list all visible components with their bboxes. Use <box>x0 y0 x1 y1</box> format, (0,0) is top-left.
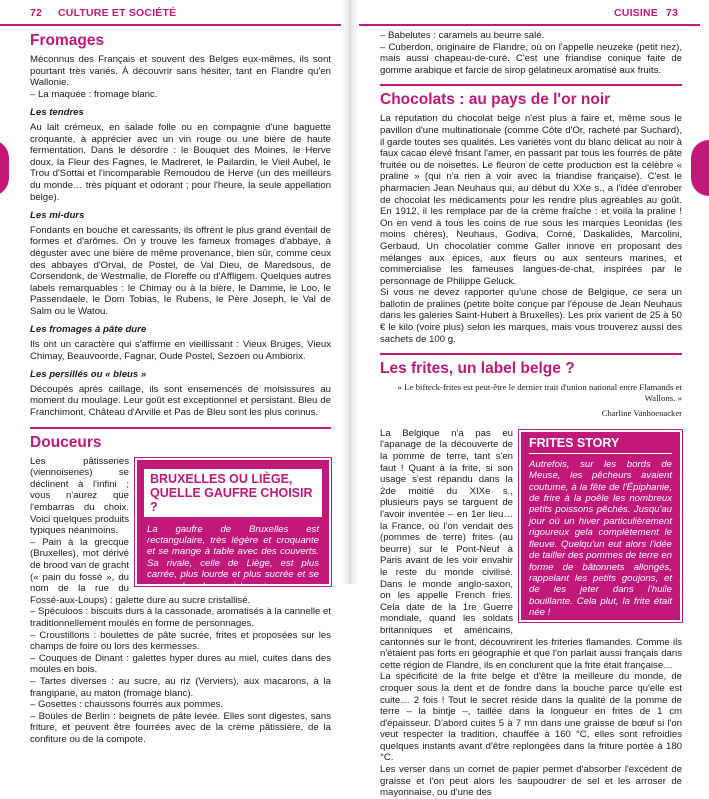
douceurs-intro: Les pâtisseries (viennoiseries) se déclinent à l'infini ; vous n'aurez que l'embarras du choix. Voici quelques produits typiques néanmoins. <box>30 455 129 537</box>
frites-heading: Les frites, un label belge ? <box>380 353 682 378</box>
douceurs-item: – Gosettes : chaussons fourrés aux pommes. <box>30 699 224 711</box>
fromages-intro: Méconnus des Français et souvent des Belges eux-mêmes, ils sont pourtant très variés. À découvrir sans hésiter, tant en Flandre qu'en Wallonie. <box>30 54 331 89</box>
persilles-text: Découpés après caillage, ils sont ensemencés de moisissures au moment du moulage. Leur goût est exceptionnel et persistant. Bleu de Franchimont, Château d'Arville et Pas de Bleu sont les plus connus. <box>30 383 331 419</box>
gaufre-box-body: La gaufre de Bruxelles est rectangulaire, très légère et croquante et se mange à table avec des couverts. Sa rivale, celle de Liège, est plus carrée, plus lourde et plus sucrée et se mange dans la rue, à la main. <box>147 523 319 592</box>
book-gutter <box>341 0 359 584</box>
tendres-text: Au lait crémeux, en salade folle ou en compagnie d'une baguette croquante, à apprécier avec un vin rouge ou une bière de haute fermentation. Dans le désordre : le Bouquet des Moines, le Herve doux, la Fleur des Fagnes, le Madreret, le Pailardin, le Vieil Aubel, le Trou d'Sottai et l'incomparable Remoudou de Herve (un des meilleurs du monde… très piquant et odorant ; pour l'heure, la seule appellation belge). <box>30 121 331 203</box>
chocolats-text: La réputation du chocolat belge n'est plus à faire et, même sous le pavillon d'une multinationale (comme Côte d'Or, racheté par Suchard), il garde toutes ses qualités. Les variétés vont du blanc délicat au noir à faux cacao élevé frisant l'amer, en passant par tous les fourrés de pâte fruitée ou de noisettes. Le fleuron de cette production est la célèbre « praline » (qui n'a rien à voir avec la friandise française). C'est le pharmacien Jean Neuhaus qui, au début du XXe s., a l'idée d'enrober de chocolat les médicaments pour les rendre plus agréables au goût. En 1912, il les remplace par de la crème fraîche : et voilà la praline ! On en vend à tous les coins de rue sous les marques Leonidas (les moins chères), Neuhaus, Godiva, Corné, Daskalidès, Marcolini, Gerbaud. Un chocolatier comme Galler innove en proposant des mélanges aux épices, aux fleurs ou aux senteurs marines, et commercialise les fameuses langues-de-chat, inspirées par le personnage de Philippe Geluck. <box>380 113 682 287</box>
douceurs-item: – Pain à la grecque (Bruxelles), mot dérivé de brood van de gracht (« pain du fossé », du nom de la rue du Fossé-aux-Loups) : galette dure au sucre cristallisé. <box>30 536 251 606</box>
midurs-subheading: Les mi-durs <box>30 210 85 222</box>
gaufre-box-title: BRUXELLES OU LIÈGE, QUELLE GAUFRE CHOISIR ? <box>143 468 323 518</box>
right-section-title: CUISINE <box>614 7 658 19</box>
douceurs-item: – Spéculoos : biscuits durs à la cassonade, aromatisés à la cannelle et traditionnellement moulés en forme de personnages. <box>30 606 331 629</box>
frites-story-box <box>519 430 682 622</box>
right-header-rule <box>359 24 700 26</box>
chocolats-heading: Chocolats : au pays de l'or noir <box>380 84 682 109</box>
douceurs-item: – Tartes diverses : au sucre, au riz (Verviers), aux macarons, à la frangipane, au maton (fromage blanc). <box>30 675 331 699</box>
chocolats-text-2: Si vous ne devez rapporter qu'une chose de Belgique, ce sera un ballotin de pralines (petite boîte conçue par l'épouse de Jean Neuhaus dans les galeries Saint-Hubert à Bruxelles). Les prix varient de 25 à 50 € le kilo (voire plus) selon les marques, mais vous trouverez aussi des sachets de 100 g. <box>380 287 682 345</box>
left-header-rule <box>0 24 341 26</box>
pate-dure-text: Ils ont un caractère qui s'affirme en vieillissant : Vieux Bruges, Vieux Chimay, Beauvoorde, Fagnar, Oude Postel, Sezoen ou Ambiorix. <box>30 339 331 362</box>
pate-dure-subheading: Les fromages à pâte dure <box>30 324 147 336</box>
frites-story-body: Autrefois, sur les bords de Meuse, les pêcheurs avaient coutume, à la fête de l'Épiphanie, de frire à la poêle les nombreux petits poissons pêchés. Jusqu'au jour où un hiver particulièrement rigoureux gela complètement le fleuve. Quelqu'un eut alors l'idée de tailler des pommes de terre en forme de bâtonnets allongés, rappelant les petits goujons, et de les jeter dans l'huile bouillante. Cela plut, la frite était née ! <box>529 458 672 619</box>
fromages-heading: Fromages <box>30 32 105 49</box>
douceurs-heading: Douceurs <box>30 427 331 452</box>
right-page-column <box>380 30 682 799</box>
maquee-item: – La maquée : fromage blanc. <box>30 88 158 100</box>
frites-quote: « Le bifteck-frites est peut-être le dernier trait d'union national entre Flamands et Wallons. » <box>397 382 682 404</box>
left-page-column <box>30 30 331 745</box>
left-thumb-tab <box>0 140 9 196</box>
frites-text-2: La spécificité de la frite belge et d'être la meilleure du monde, de croquer sous la dent et de fondre dans la bouche parce qu'elle est cuite… 2 fois ! Tout le secret réside dans la qualité de la pomme de terre – la bintje –, taillée dans la longueur en frites de 1 cm d'épaisseur. D'abord cuites 5 à 7 mn dans une graisse de bœuf si l'on veut respecter la tradition, chauffée à 160 °C, elles sont refroidies quelques instants avant d'être replongées dans la friture portée à 180 °C. <box>380 671 682 764</box>
babelutes-item: – Babelutes : caramels au beurre salé. <box>380 30 545 41</box>
midurs-text: Fondants en bouche et caressants, ils offrent le plus grand éventail de formes et d'arômes. On y trouve les fameux fromages d'abbaye, à déguster avec une bière de même provenance, bien sûr, comme ceux des abbayes d'Orval, de Postel, de Val Dieu, de Maredsous, de Corsendonk, de Westmalle, de Floreffe ou d'Affligem. Quelques autres labels remarquables : le Chimay ou à la bière, le Damme, le Loo, le Passendaele, le Dom Tobias, le Rubens, le Père Joseph, le Val de Salm ou le Watou. <box>30 224 331 317</box>
left-section-title: CULTURE ET SOCIÉTÉ <box>58 7 177 19</box>
cuberdon-item: – Cuberdon, originaire de Flandre, où on l'appelle neuzeke (petit nez), mais aussi chapeau-de-curé. C'est une friandise conique faite de gomme arabique et farcie de sirop gélatineux aromatisé aux fruits. <box>380 41 682 76</box>
douceurs-item: – Croustillons : boulettes de pâte sucrée, frites et proposées sur les champs de foire ou lors des kermesses. <box>30 629 331 653</box>
right-page-number: 73 <box>666 7 679 19</box>
douceurs-item: – Couques de Dinant : galettes hyper dures au miel, cuites dans des moules en bois. <box>30 652 331 676</box>
frites-text-3: Les verser dans un cornet de papier permet d'absorber l'excédent de graisse et l'on peut alors les saupoudrer de sel et les arroser de mayonnaise, ou d'une des <box>380 764 682 799</box>
right-thumb-tab <box>691 140 709 196</box>
persilles-subheading: Les persillés ou « bleus » <box>30 369 147 381</box>
left-page-number: 72 <box>30 7 43 19</box>
frites-text: La Belgique n'a pas eu l'apanage de la découverte de la pomme de terre, tant s'en faut ! Quant à la frite, si son usage s'est répandu dans la 2de moitié du XIXe s., plusieurs pays se targuent de l'avoir inventée – en 1er lieu… la France, où l'on vendait des (pommes de terre) frites (au beurre) sur le Pont-Neuf à Paris avant de les voir envahir le reste du monde civilisé. Dans le monde anglo-saxon, on les appelle French fries. Cela date de la 1re Guerre mondiale, quand les soldats britanniques et américains, cantonnés sur le front, découvrirent les friteries flamandes. Comme ils n'étaient pas forts en géographie et que l'on parlait aussi français dans cette région de Flandre, ils en conclurent que la frite était française… <box>380 427 682 671</box>
frites-quote-author: Charline Vanhoenacker <box>601 408 682 419</box>
frites-story-title: FRITES STORY <box>529 436 672 454</box>
gaufre-sidebar-box <box>135 458 331 592</box>
tendres-subheading: Les tendres <box>30 107 84 119</box>
douceurs-item: – Boules de Berlin : beignets de pâte levée. Elles sont digestes, sans friture, et peuvent être fourrées avec de la crème pâtissière, de la confiture ou de la compote. <box>30 710 331 745</box>
